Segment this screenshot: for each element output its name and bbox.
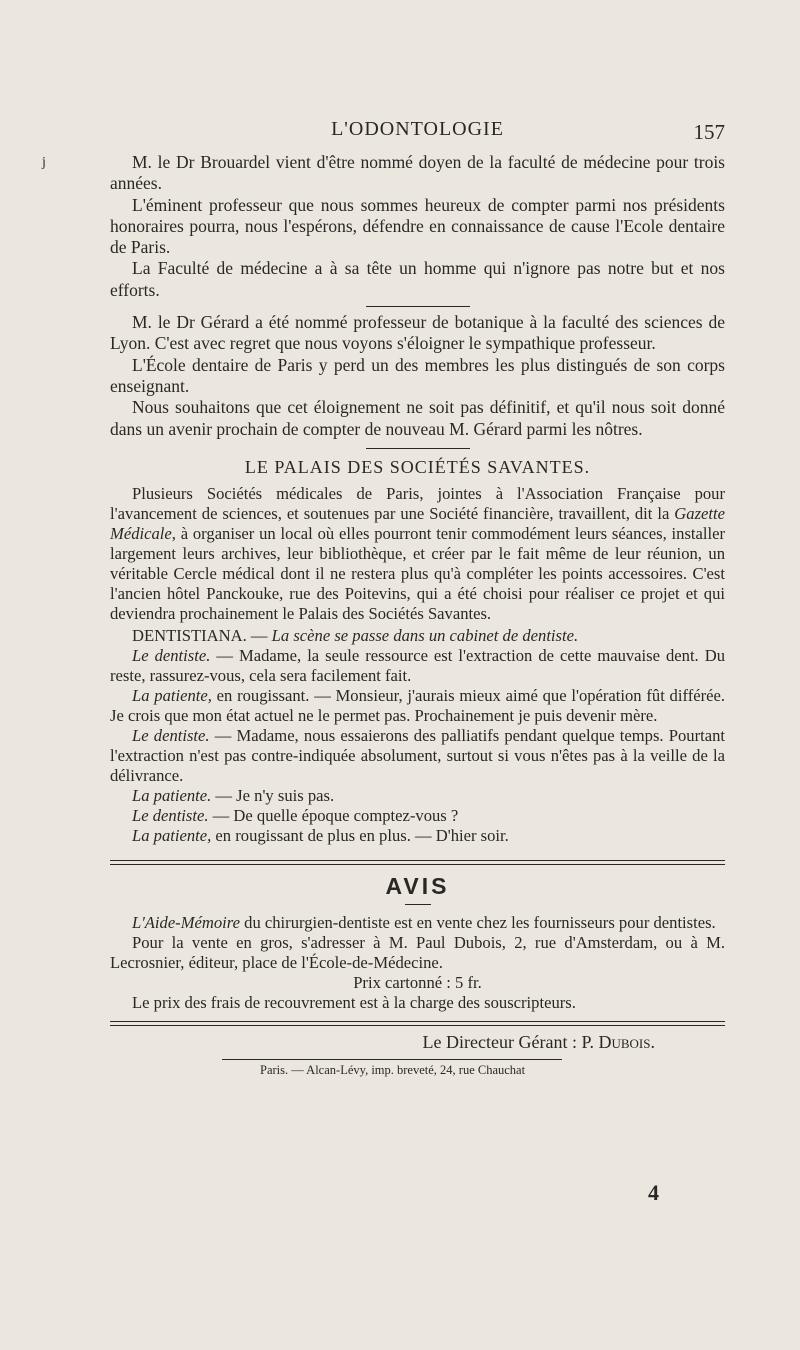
publication-name: Gazette Médicale — [110, 503, 725, 543]
journal-title: L'ODONTOLOGIE — [331, 118, 504, 140]
gerard-section — [110, 312, 725, 440]
text-run: , à organiser un local où elles pourront tenir commodément leurs séances, installer largement leurs archives, leur bibliothèque, et créer par le fait même de leur réunion, un véritable Cercle médical dont il ne restera plus qu'à compléter les points accessoires. C'est l'ancien hôtel Panckouke, rue des Poitevins, qui a été choisi pour réaliser ce projet et qui deviendra prochainement le Palais des Sociétés Savantes. — [110, 523, 725, 623]
speaker: La patiente. — [132, 785, 212, 805]
text-run: Plusieurs Sociétés médicales de Paris, jointes à l'Association Française pour l'avancement de sciences, et soutenues par une Société financière, travaillent, dit la — [110, 483, 725, 523]
dentistiana-heading — [110, 626, 725, 646]
page-content — [110, 118, 725, 1078]
paragraph: L'École dentaire de Paris y perd un des membres les plus distingués de son corps enseignant. — [110, 354, 725, 396]
speaker: Le dentiste. — [132, 645, 211, 665]
double-divider — [110, 860, 725, 865]
signature-name: Dubois. — [598, 1031, 655, 1052]
dialogue-line — [110, 826, 725, 846]
page-number: 157 — [693, 120, 725, 144]
price-line: Prix cartonné : 5 fr. — [353, 972, 482, 992]
speaker: La patiente, — [132, 685, 212, 705]
paragraph: Le prix des frais de recouvrement est à la charge des souscripteurs. — [132, 992, 576, 1012]
dialogue-text: en rougissant. — Monsieur, j'aurais mieux aimé que l'opération fût différée. Je crois que mon état actuel ne le permet pas. Prochainement je puis devenir mère. — [110, 685, 725, 725]
paragraph: La Faculté de médecine a à sa tête un homme qui n'ignore pas notre but et nos efforts. — [110, 258, 725, 300]
paragraph: L'éminent professeur que nous sommes heureux de compter parmi nos présidents honoraires pourra, nous l'espérons, défendre en connaissance de cause l'Ecole dentaire de Paris. — [110, 194, 725, 258]
printer-imprint: Paris. — Alcan-Lévy, imp. breveté, 24, rue Chauchat — [260, 1062, 526, 1077]
heading-underline — [405, 904, 431, 905]
paragraph — [110, 484, 725, 624]
text-run: du chirurgien-dentiste est en vente chez les fournisseurs pour dentistes. — [240, 912, 716, 932]
speaker: La patiente, — [132, 825, 212, 845]
heading-text: DENTISTIANA. — — [132, 625, 272, 645]
double-divider — [110, 1021, 725, 1026]
paragraph: Nous souhaitons que cet éloignement ne soit pas définitif, et qu'il nous soit donné dans un avenir prochain de compter de nouveau M. Gérard parmi les nôtres. — [110, 397, 725, 439]
dialogue-line — [110, 726, 725, 786]
dialogue-line — [110, 646, 725, 686]
dialogue-text: — Je n'y suis pas. — [211, 785, 335, 805]
avis-section — [110, 913, 725, 1013]
section-divider — [366, 448, 470, 449]
dialogue-line — [110, 686, 725, 726]
dialogue-line — [110, 786, 725, 806]
dialogue-text: — De quelle époque comptez-vous ? — [208, 805, 459, 825]
running-header — [110, 118, 725, 152]
scene-description: La scène se passe dans un cabinet de dentiste. — [271, 625, 579, 645]
speaker: Le dentiste. — [132, 725, 210, 745]
speaker: Le dentiste. — [132, 805, 209, 825]
dialogue-text: — Madame, nous essaierons des palliatifs pendant quelque temps. Pourtant l'extraction n'est pas contre-indiquée absolument, surtout si vous n'êtes pas à la veille de la délivrance. — [110, 725, 725, 785]
brouardel-section — [110, 152, 725, 301]
avis-heading: AVIS — [385, 872, 450, 899]
dentistiana-section — [110, 626, 725, 846]
paragraph: M. le Dr Brouardel vient d'être nommé doyen de la faculté de médecine pour trois années. — [110, 152, 725, 194]
paragraph: Pour la vente en gros, s'adresser à M. Paul Dubois, 2, rue d'Amsterdam, ou à M. Lecrosnier, éditeur, place de l'École-de-Médecine. — [110, 932, 725, 972]
paragraph — [110, 913, 725, 933]
palais-section — [110, 484, 725, 624]
signature-mark: 4 — [648, 1180, 659, 1205]
section-divider — [366, 306, 470, 307]
book-title: L'Aide-Mémoire — [132, 912, 240, 932]
dialogue-line — [110, 806, 725, 826]
imprint-rule — [222, 1059, 562, 1060]
paragraph: M. le Dr Gérard a été nommé professeur de botanique à la faculté des sciences de Lyon. C'est avec regret que nous voyons s'éloigner le sympathique professeur. — [110, 312, 725, 354]
signature-prefix: Le Directeur Gérant : P. — [422, 1031, 599, 1052]
signature — [110, 1032, 725, 1053]
dialogue-text: en rougissant de plus en plus. — D'hier soir. — [211, 825, 509, 845]
dialogue-text: — Madame, la seule ressource est l'extraction de cette mauvaise dent. Du reste, rassurez-vous, cela sera facilement fait. — [110, 645, 725, 685]
section-heading: LE PALAIS DES SOCIÉTÉS SAVANTES. — [244, 456, 591, 477]
margin-mark: j — [42, 155, 46, 170]
